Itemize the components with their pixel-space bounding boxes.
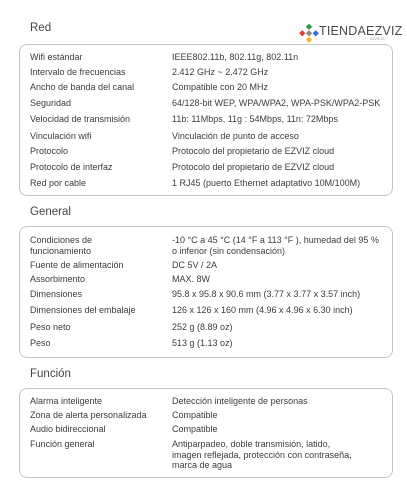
spec-label: Dimensiones del embalaje [30, 305, 136, 315]
spec-label: Vinculación wifi [30, 131, 92, 141]
spec-value: 95.8 x 95.8 x 90.6 mm (3.77 x 3.77 x 3.57 inch) [172, 289, 361, 299]
spec-value: Protocolo del propietario de EZVIZ cloud [172, 162, 335, 172]
spec-label: Assorbimento [30, 274, 86, 284]
spec-value: 1 RJ45 (puerto Ethernet adaptativo 10M/100M) [172, 178, 361, 188]
spec-label: Velocidad de transmisión [30, 114, 131, 124]
spec-box-funcion [19, 388, 393, 478]
spec-label: Seguridad [30, 98, 72, 108]
spec-value: Vinculación de punto de acceso [172, 131, 299, 141]
spec-value: IEEE802.11b, 802.11g, 802.11n [172, 52, 299, 62]
spec-label: Intervalo de frecuencias [30, 67, 126, 77]
spec-value: 513 g (1.13 oz) [172, 338, 233, 348]
ezviz-logo-icon [298, 22, 320, 44]
spec-value: Compatible [172, 424, 218, 434]
spec-value: Detección inteligente de personas [172, 396, 308, 406]
spec-box-general [19, 226, 393, 358]
spec-value: 11b: 11Mbps, 11g : 54Mbps, 11n: 72Mbps [172, 114, 338, 124]
spec-label: Peso neto [30, 322, 71, 332]
section-title-general: General [30, 206, 71, 218]
spec-label: Función general [30, 439, 95, 449]
spec-label: Zona de alerta personalizada [30, 410, 147, 420]
spec-label: Ancho de banda del canal [30, 82, 135, 92]
brand-subtitle: EZVIZ.CL [370, 37, 386, 41]
spec-label: Audio bidireccional [30, 424, 106, 434]
spec-value: DC 5V / 2A [172, 260, 218, 270]
spec-value: -10 °C a 45 °C (14 °F a 113 °F ), humedad del 95 % o inferior (sin condensación) [172, 235, 379, 256]
section-title-funcion: Función [30, 368, 71, 380]
spec-value: 64/128-bit WEP, WPA/WPA2, WPA-PSK/WPA2-PSK [172, 98, 381, 108]
spec-value: Compatible con 20 MHz [172, 82, 269, 92]
brand-logo [298, 22, 403, 44]
spec-value: Protocolo del propietario de EZVIZ cloud [172, 146, 335, 156]
brand-name: TIENDAEZVIZ [319, 24, 403, 38]
spec-label: Dimensiones [30, 289, 83, 299]
spec-value: Antiparpadeo, doble transmisión, latido, imagen reflejada, protección con contraseña, marca de agua [172, 439, 352, 470]
spec-label: Wifi estándar [30, 52, 83, 62]
spec-label: Peso [30, 338, 51, 348]
spec-value: 126 x 126 x 160 mm (4.96 x 4.96 x 6.30 inch) [172, 305, 353, 315]
spec-value: Compatible [172, 410, 218, 420]
spec-label: Protocolo [30, 146, 69, 156]
spec-label: Red por cable [30, 178, 87, 188]
spec-value: 2.412 GHz ~ 2.472 GHz [172, 67, 269, 77]
spec-label: Alarma inteligente [30, 396, 103, 406]
spec-value: 252 g (8.89 oz) [172, 322, 233, 332]
spec-box-red [19, 44, 393, 196]
spec-label: Fuente de alimentación [30, 260, 124, 270]
spec-label: Protocolo de interfaz [30, 162, 113, 172]
spec-label: Condiciones de funcionamiento [30, 235, 93, 256]
spec-value: MAX. 8W [172, 274, 211, 284]
section-title-red: Red [30, 22, 52, 34]
